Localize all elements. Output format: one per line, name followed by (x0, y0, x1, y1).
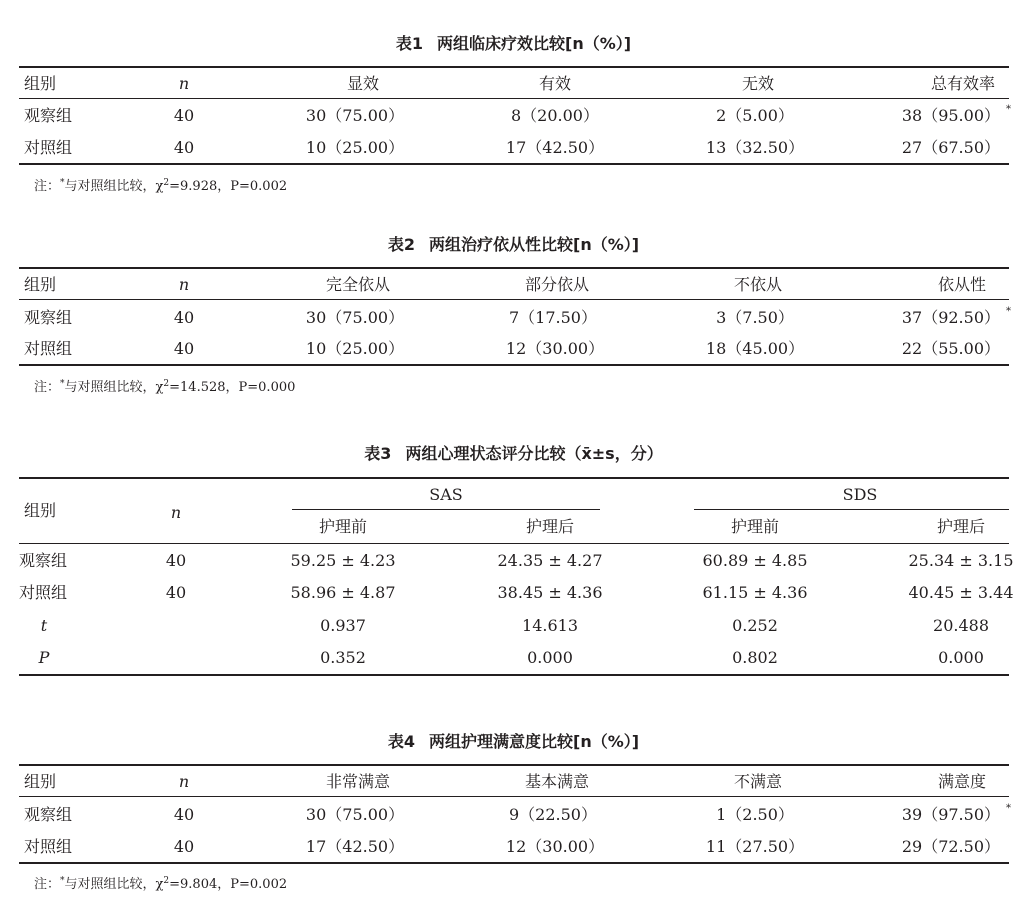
table1-row2-col4: 27（67.50） (901, 138, 1000, 157)
table1-row1-star: * (1006, 104, 1011, 115)
table3-subheader-2: 护理后 (525, 517, 575, 536)
table3-bottom-rule (19, 674, 1009, 676)
table1-header-col4: 总有效率 (930, 74, 995, 93)
table4-header-group: 组别 (24, 772, 57, 791)
table1-row1-n: 40 (173, 106, 195, 125)
table4-row1-n: 40 (173, 805, 195, 824)
table3-row3-stat: t (40, 616, 48, 635)
table3-row2-group: 对照组 (19, 583, 68, 602)
table3-subheader-3: 护理前 (730, 517, 780, 536)
table2-header-col4: 依从性 (937, 275, 986, 294)
table3-row3-col1: 0.937 (320, 616, 366, 635)
table3-row3-col4: 20.488 (933, 616, 989, 635)
table3-row4-col2: 0.000 (527, 648, 573, 667)
table2-row1-col3: 3（7.50） (716, 308, 794, 327)
table2-top-rule (19, 267, 1009, 269)
table2-header-rule (19, 299, 1009, 300)
table1-row2-col1: 10（25.00） (305, 138, 405, 157)
table2-bottom-rule (19, 364, 1009, 366)
table3-row1-col4: 25.34 ± 3.15 (908, 551, 1014, 570)
table3-row2-col4: 40.45 ± 3.44 (908, 583, 1014, 602)
table2-row2-col2: 12（30.00） (505, 339, 605, 358)
table3-row2-col1: 58.96 ± 4.87 (290, 583, 396, 602)
table3-header-n: n (170, 503, 182, 522)
table3-row2-col3: 61.15 ± 4.36 (702, 583, 808, 602)
table1-header-col2: 有效 (538, 74, 572, 93)
table3-caption-number: 表3 (364, 444, 392, 463)
table2-caption-text: 两组治疗依从性比较[n（%）] (429, 235, 640, 254)
table4-header-rule (19, 796, 1009, 797)
table4-note: 注：*与对照组比较，$\chi^2=9.804$，P=0.002 (34, 876, 288, 892)
table3-header-sas: SAS (429, 485, 463, 504)
table2-row1-n: 40 (173, 308, 195, 327)
table1-header-group: 组别 (24, 74, 57, 93)
table2-header-group: 组别 (24, 275, 57, 294)
table4-row2-col1: 17（42.50） (305, 837, 405, 856)
table4-caption-text: 两组护理满意度比较[n（%）] (429, 732, 640, 751)
table4-top-rule (19, 764, 1009, 766)
table3-caption (0, 444, 1027, 464)
table1-row1-group: 观察组 (24, 106, 73, 125)
table2-header-n: n (178, 275, 190, 294)
table3-row3-col3: 0.252 (732, 616, 778, 635)
table2-row2-group: 对照组 (24, 339, 73, 358)
table3-row4-col4: 0.000 (938, 648, 984, 667)
table3-row4-col3: 0.802 (732, 648, 778, 667)
table4-row1-col3: 1（2.50） (716, 805, 794, 824)
table1-row1-col1: 30（75.00） (305, 106, 405, 125)
table1-caption-number: 表1 (395, 34, 424, 53)
table2-row1-col1: 30（75.00） (305, 308, 405, 327)
table1-header-n: n (178, 74, 190, 93)
table3-row1-col3: 60.89 ± 4.85 (702, 551, 808, 570)
table1-row1-col4-value: 38（95.00） (901, 106, 1000, 125)
table4-row1-col2: 9（22.50） (509, 805, 597, 824)
table2-caption-number: 表2 (387, 235, 416, 254)
table1-bottom-rule (19, 163, 1009, 165)
table4-row2-col2: 12（30.00） (505, 837, 605, 856)
table3-subheader-4: 护理后 (936, 517, 986, 536)
table1-row1-col4 (902, 106, 1000, 126)
table1-row2-col3: 13（32.50） (705, 138, 805, 157)
table1-row2-n: 40 (173, 138, 195, 157)
table3-row3-col2: 14.613 (522, 616, 578, 635)
table1-header-col1: 显效 (346, 74, 380, 93)
table3-sas-rule (292, 509, 600, 510)
table2-row2-col1: 10（25.00） (305, 339, 405, 358)
table1-header-rule (19, 98, 1009, 99)
table3-row4-col1: 0.352 (320, 648, 366, 667)
table2-row1-col2: 7（17.50） (509, 308, 597, 327)
table2-row2-n: 40 (173, 339, 195, 358)
table1-caption-text: 两组临床疗效比较[n（%）] (437, 34, 632, 53)
table4-row2-col4: 29（72.50） (901, 837, 1000, 856)
table4-row1-col1: 30（75.00） (305, 805, 405, 824)
table3-header-group: 组别 (24, 501, 57, 520)
table2-note: 注：*与对照组比较，$\chi^2=14.528$，P=0.000 (34, 379, 296, 395)
table4-row1-group: 观察组 (24, 805, 73, 824)
table3-row2-n: 40 (165, 583, 187, 602)
table3-row1-col1: 59.25 ± 4.23 (290, 551, 396, 570)
table1-header-col3: 无效 (741, 74, 775, 93)
table2-row2-col3: 18（45.00） (705, 339, 805, 358)
table1-row1-col2: 8（20.00） (511, 106, 599, 125)
table3-header-sds: SDS (842, 485, 878, 504)
table3-caption-text: 两组心理状态评分比较（x̄±s，分） (405, 444, 663, 463)
table2-row1-group: 观察组 (24, 308, 73, 327)
table4-row2-col3: 11（27.50） (705, 837, 805, 856)
table2-row1-star: * (1006, 306, 1011, 317)
table4-header-col4: 满意度 (937, 772, 986, 791)
table2-caption (0, 235, 1027, 255)
table2-header-col3: 不依从 (733, 275, 783, 294)
table1-caption (0, 34, 1027, 54)
table1-note: 注：*与对照组比较，$\chi^2=9.928$，P=0.002 (34, 178, 288, 194)
table3-row1-col2: 24.35 ± 4.27 (497, 551, 603, 570)
table4-row2-n: 40 (173, 837, 195, 856)
table2-row1-col4: 37（92.50） (901, 308, 1000, 327)
table2-row2-col4: 22（55.00） (901, 339, 1000, 358)
table3-subheader-1: 护理前 (318, 517, 368, 536)
table4-caption-number: 表4 (387, 732, 416, 751)
table2-header-col2: 部分依从 (524, 275, 590, 294)
table3-row2-col2: 38.45 ± 4.36 (497, 583, 603, 602)
table1-row2-col2: 17（42.50） (505, 138, 605, 157)
table4-row2-group: 对照组 (24, 837, 73, 856)
table4-header-col3: 不满意 (733, 772, 783, 791)
table1-row1-col3: 2（5.00） (716, 106, 794, 125)
table2-header-col1: 完全依从 (325, 275, 391, 294)
table4-row1-star: * (1006, 803, 1011, 814)
table3-top-rule (19, 477, 1009, 479)
table4-caption (0, 732, 1027, 752)
table3-row4-stat: P (38, 648, 50, 667)
table3-row1-group: 观察组 (19, 551, 68, 570)
table3-sds-rule (694, 509, 1009, 510)
table3-row1-n: 40 (165, 551, 187, 570)
table3-header-rule (19, 543, 1009, 544)
table4-bottom-rule (19, 862, 1009, 864)
table4-header-col2: 基本满意 (524, 772, 590, 791)
table4-header-col1: 非常满意 (325, 772, 391, 791)
table4-header-n: n (178, 772, 190, 791)
table1-top-rule (19, 66, 1009, 68)
table4-row1-col4: 39（97.50） (901, 805, 1000, 824)
table1-row2-group: 对照组 (24, 138, 73, 157)
